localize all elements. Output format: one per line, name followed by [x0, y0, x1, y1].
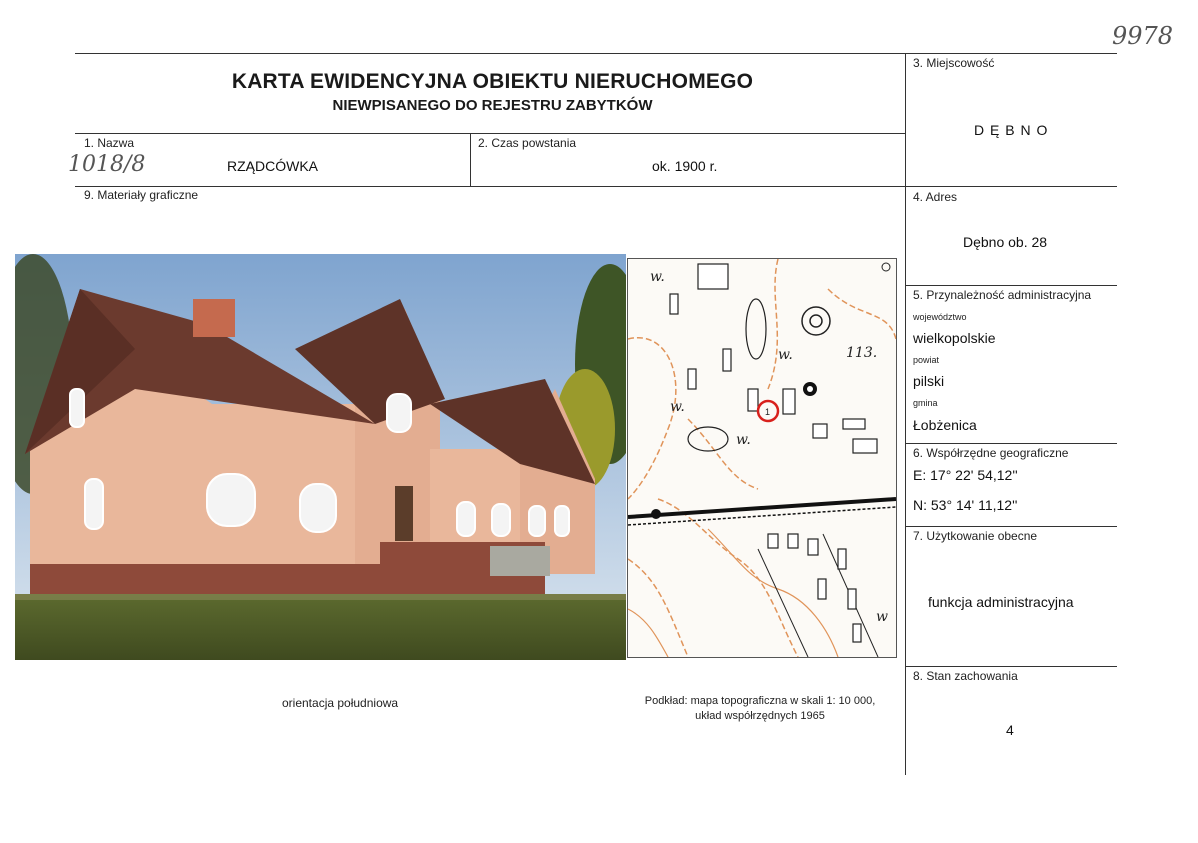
topographic-map: [627, 258, 897, 658]
photo-caption: orientacja południowa: [282, 696, 399, 710]
uzytkowanie-value: funkcja administracyjna: [928, 594, 1074, 610]
wojewodztwo-value: wielkopolskie: [913, 330, 996, 346]
wspolrzedne-label: 6. Współrzędne geograficzne: [913, 446, 1069, 460]
card-title: KARTA EWIDENCYJNA OBIEKTU NIERUCHOMEGO: [231, 70, 754, 93]
adres-value: Dębno ob. 28: [963, 234, 1048, 250]
map-caption-line2: układ współrzędnych 1965: [695, 710, 825, 722]
miejscowosc-value: D Ę B N O: [974, 122, 1049, 138]
gmina-label: gmina: [913, 398, 938, 408]
wspolrzedne-e: E: 17° 22' 54,12'': [913, 467, 1018, 483]
handwritten-number-left: 1018/8: [68, 152, 146, 177]
adres-bottom-rule: [905, 285, 1117, 286]
wojewodztwo-label: województwo: [913, 312, 967, 322]
wspolrzedne-n: N: 53° 14' 11,12'': [913, 497, 1018, 513]
map-label-w1: w.: [650, 269, 665, 285]
handwritten-number-top: 9978: [1112, 22, 1174, 50]
map-marker-number: 1: [765, 407, 771, 417]
nazwa-label: 1. Nazwa: [84, 136, 135, 150]
map-caption-line1: Podkład: mapa topograficzna w skali 1: 10 000,: [644, 695, 876, 707]
powiat-value: pilski: [913, 373, 945, 389]
coords-bottom-rule: [905, 526, 1117, 527]
czas-value: ok. 1900 r.: [652, 158, 718, 174]
miejscowosc-label: 3. Miejscowość: [913, 56, 995, 70]
map-label-w3: w.: [670, 399, 685, 415]
stan-value: 4: [1006, 722, 1014, 738]
czas-label: 2. Czas powstania: [478, 136, 577, 150]
stan-label: 8. Stan zachowania: [913, 669, 1018, 683]
card-subtitle: NIEWPISANEGO DO REJESTRU ZABYTKÓW: [332, 97, 653, 114]
map-label-w5: w: [876, 609, 888, 625]
map-label-w2: w.: [778, 347, 793, 363]
powiat-label: powiat: [913, 355, 940, 365]
name-date-divider: [470, 133, 471, 186]
gmina-value: Łobżenica: [913, 417, 977, 433]
materialy-label: 9. Materiały graficzne: [84, 188, 199, 202]
top-rule: [75, 53, 1117, 54]
map-label-113: 113.: [846, 345, 878, 361]
uzytkowanie-label: 7. Użytkowanie obecne: [913, 529, 1038, 543]
usage-bottom-rule: [905, 666, 1117, 667]
title-bottom-rule: [75, 133, 905, 134]
admin-bottom-rule: [905, 443, 1117, 444]
adres-label: 4. Adres: [913, 190, 958, 204]
nazwa-value: RZĄDCÓWKA: [227, 158, 318, 174]
name-row-bottom-rule: [75, 186, 1117, 187]
building-photo: [15, 254, 626, 660]
przynaleznosc-label: 5. Przynależność administracyjna: [913, 288, 1092, 302]
map-label-w4: w.: [736, 432, 751, 448]
